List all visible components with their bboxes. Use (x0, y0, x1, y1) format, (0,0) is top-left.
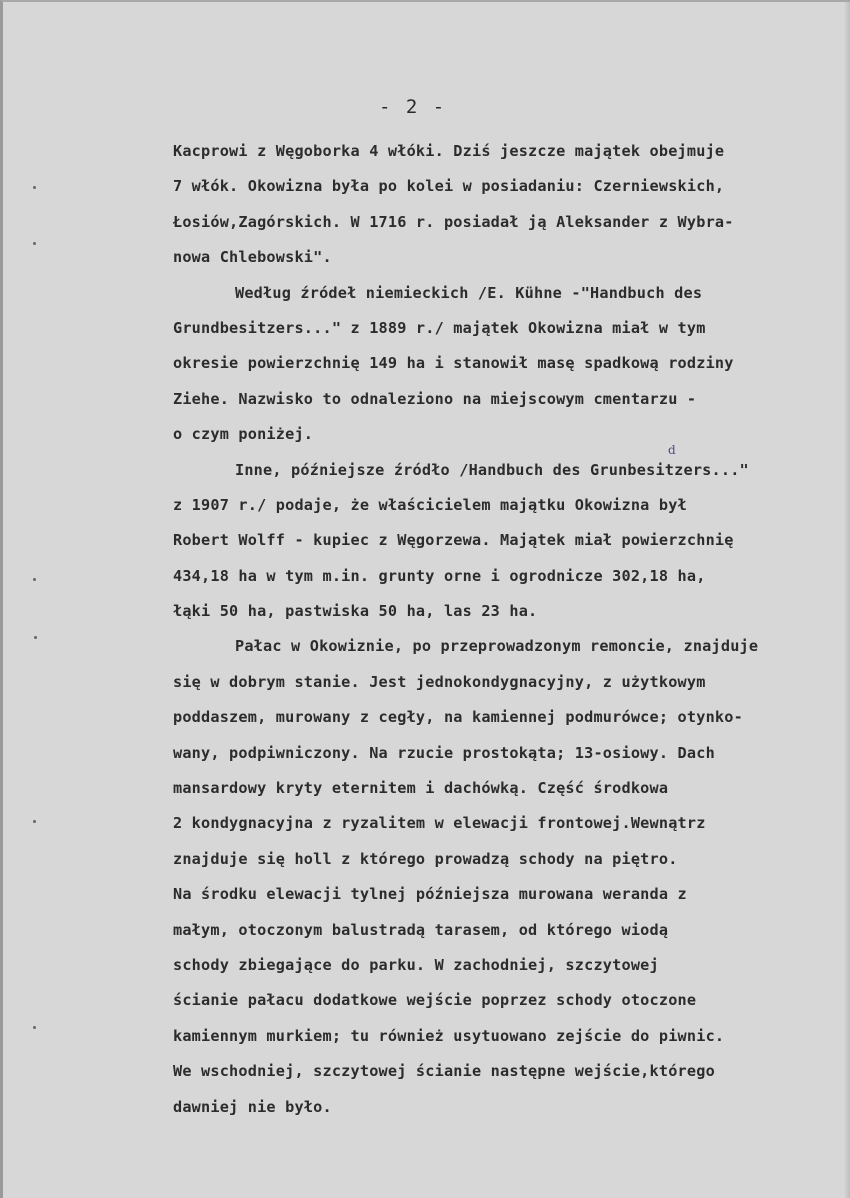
page-number: - 2 - (379, 96, 447, 118)
margin-mark (33, 242, 36, 245)
page-edge (844, 2, 850, 1198)
text-line: Pałac w Okowiznie, po przeprowadzonym remoncie, znajduje (235, 637, 759, 656)
text-line: okresie powierzchnię 149 ha i stanowił masę spadkową rodziny (173, 354, 734, 373)
text-line: się w dobrym stanie. Jest jednokondygnacyjny, z użytkowym (173, 672, 706, 691)
text-line: wany, podpiwniczony. Na rzucie prostokąta; 13-osiowy. Dach (173, 743, 715, 762)
text-line: mansardowy kryty eternitem i dachówką. Część środkowa (173, 779, 669, 798)
text-line: We wschodniej, szczytowej ścianie następne wejście,którego (173, 1062, 715, 1081)
text-line: Według źródeł niemieckich /E. Kühne -"Handbuch des (235, 283, 703, 302)
margin-mark (33, 186, 36, 189)
text-line: o czym poniżej. (173, 425, 314, 444)
text-line: znajduje się holl z którego prowadzą schody na piętro. (173, 849, 678, 868)
margin-mark (33, 820, 36, 823)
text-line: kamiennym murkiem; tu również usytuowano zejście do piwnic. (173, 1026, 725, 1045)
margin-mark (33, 1026, 36, 1029)
text-line: ścianie pałacu dodatkowe wejście poprzez schody otoczone (173, 991, 697, 1010)
text-line: 434,18 ha w tym m.in. grunty orne i ogrodnicze 302,18 ha, (173, 566, 706, 585)
margin-mark (33, 578, 36, 581)
text-line: nowa Chlebowski". (173, 248, 332, 267)
text-line: Inne, późniejsze źródło /Handbuch des Grunbesitzers..." (235, 460, 749, 479)
text-line: schody zbiegające do parku. W zachodniej, szczytowej (173, 955, 659, 974)
text-line: Grundbesitzers..." z 1889 r./ majątek Okowizna miał w tym (173, 318, 706, 337)
text-line: łąki 50 ha, pastwiska 50 ha, las 23 ha. (173, 602, 538, 621)
text-line: poddaszem, murowany z cegły, na kamiennej podmurówce; otynko- (173, 708, 743, 727)
margin-mark (34, 636, 37, 639)
text-line: 7 włók. Okowizna była po kolei w posiadaniu: Czerniewskich, (173, 177, 725, 196)
text-line: z 1907 r./ podaje, że właścicielem majątku Okowizna był (173, 495, 687, 514)
text-line: Robert Wolff - kupiec z Węgorzewa. Majątek miał powierzchnię (173, 531, 734, 550)
text-line: Na środku elewacji tylnej późniejsza murowana weranda z (173, 885, 687, 904)
text-line: dawniej nie było. (173, 1097, 332, 1116)
document-body (173, 134, 823, 1125)
text-line: 2 kondygnacyjna z ryzalitem w elewacji frontowej.Wewnątrz (173, 814, 706, 833)
text-line: małym, otoczonym balustradą tarasem, od którego wiodą (173, 920, 669, 939)
text-line: Łosiów,Zagórskich. W 1716 r. posiadał ją Aleksander z Wybra- (173, 212, 734, 231)
text-line: Kacprowi z Węgoborka 4 włóki. Dziś jeszcze majątek obejmuje (173, 142, 725, 160)
handwritten-correction: d (668, 443, 676, 457)
text-line: Ziehe. Nazwisko to odnaleziono na miejscowym cmentarzu - (173, 389, 697, 408)
